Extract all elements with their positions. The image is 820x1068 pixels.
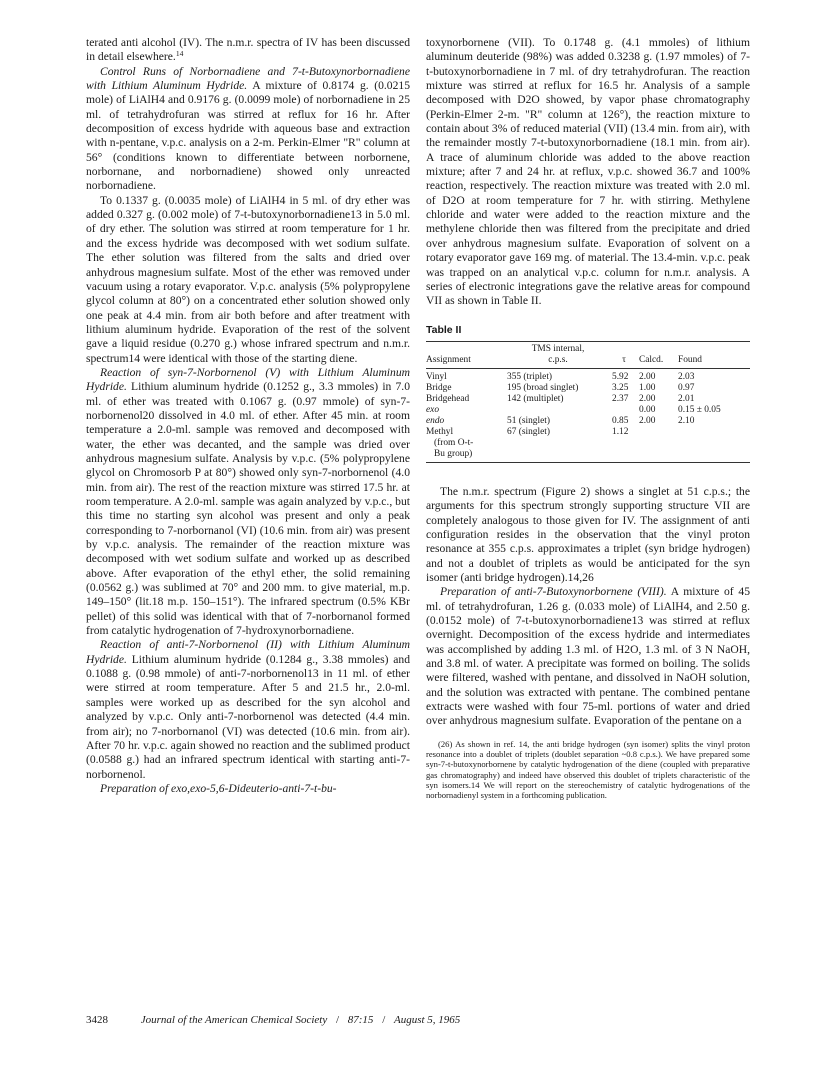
section-heading-anti-norbornenol: Reaction of anti-7-Norbornenol (II) with Lithium Aluminum Hydride. xyxy=(86,638,410,666)
journal-issue: 87:15 xyxy=(347,1014,374,1026)
table-row: Bridgehead 142 (multiplet) 2.37 2.00 2.01 xyxy=(426,393,695,404)
paragraph-lialh4-diene: To 0.1337 g. (0.0035 mole) of LiAlH4 in 5 ml. of dry ether was added 0.327 g. (0.002 mole) of 7-t-butoxynorbornadiene13 in 5.0 ml. of dry ether. The solution was stirred at room temperature for 1 hr. and the excess hydride was decomposed with wet sodium sulfate. The ether solution was filtered from the salts and dried over anhydrous magnesium sulfate. Most of the ether was removed under vacuum using a rotary evaporator. V.p.c. analysis (5% polypropylene glycol column at 80°) on a concentrated ether solution showed only one peak at 4.4 min. from air both before and after treatment with lithium aluminum hydride. Evaporation of the rest of the solvent gave a liquid residue (0.270 g.) whose infrared spectrum and n.m.r. spectrum14 were identical with those of the starting diene. xyxy=(86,193,410,365)
table-title: Table II xyxy=(426,323,462,336)
header-calcd: Calcd. xyxy=(639,341,678,368)
table-row: (from O-t- xyxy=(434,437,474,448)
paragraph-anti-norbornenol: Reaction of anti-7-Norbornenol (II) with Lithium Aluminum Hydride. Lithium aluminum hydride (0.1284 g., 3.38 mmoles) and 0.1088 g. (0.98 mmole) of anti-7-norbornenol13 in 11 ml. of ether were stirred at room temperature. After 5 and 21.5 hr., 2.0-ml. samples were worked up as described for the syn alcohol and analyzed by v.p.c. Only anti-7-norbornenol was detected (4.4 min. from air); no 7-norbornanol (VI) was detected (10.6 min. from air). After 70 hr. v.p.c. again showed no reaction and the sublimed product (0.0588 g.) had an infrared spectrum identical with starting anti-7-norbornenol. xyxy=(86,638,410,781)
footnote-26: (26) As shown in ref. 14, the anti bridge hydrogen (syn isomer) splits the vinyl proton resonance into a doublet of triplets (doublet separation ~0.8 c.p.s.). We have prepared some syn-7-t-butoxynorbornene by catalytic hydrogenation of the diene (coupled with preparative gas chromatography) and indeed have observed this doublet of triplets characteristic of the syn isomers.14 We will report on the stereochemistry of catalytic hydrogenations of the norbornadienyl system in a forthcoming publication. xyxy=(426,738,750,801)
table-row: Bu group) xyxy=(426,449,750,463)
header-tau: τ xyxy=(612,341,639,368)
table-row: Bridge 195 (broad singlet) 3.25 1.00 0.97 xyxy=(426,382,695,393)
nmr-table xyxy=(426,341,750,463)
table-row: exo 0.00 0.15 ± 0.05 xyxy=(426,404,721,415)
section-heading-control-runs: Control Runs of Norbornadiene and 7-t-Butoxynorbornadiene with Lithium Aluminum Hydride. xyxy=(86,64,410,93)
paragraph-anti-alcohol-continued: terated anti alcohol (IV). The n.m.r. spectra of IV has been discussed in detail elsewhere.$^{14}$ xyxy=(86,36,410,64)
section-heading-dideuterio: Preparation of exo,exo-5,6-Dideuterio-anti-7-t-bu- xyxy=(100,781,337,795)
paragraph-syn-norbornenol: Reaction of syn-7-Norbornenol (V) with Lithium Aluminum Hydride. Lithium aluminum hydride (0.1252 g., 3.3 mmoles) in 7.0 ml. of ether was treated with 0.1067 g. (0.97 mmole) of syn-7-norbornenol20 dissolved in 4.0 ml. of ether. After 45 min. at room temperature a 2.0-ml. sample was removed and decomposed with water, the ether was decanted, and the sample was dried over anhydrous magnesium sulfate. Analysis by v.p.c. (5% polypropylene glycol on Chromosorb P at 80°) showed only syn-7-norbornenol (4.0 min. from air). The rest of the reaction mixture was stirred 17.5 hr. at room temperature. A 2.0-ml. sample was again analyzed by v.p.c., but this time no starting syn alcohol was present and only a peak corresponding to 7-norbornanol (VI) (10.6 min. from air) was present by v.p.c. analysis. The remainder of the reaction mixture was decomposed with wet sodium sulfate and worked up as described above. After evaporation of the ethyl ether, the solid remaining (0.0562 g.) was sublimed at 70° and 200 mm. to give material, m.p. 149–150° (lit.18 m.p. 150–151°). The infrared spectrum (0.5% KBr pellet) of this solid was identical with that of 7-norbornanol formed from catalytic hydrogenation of 7-hydroxynorbornadiene. xyxy=(86,365,410,638)
journal-name: Journal of the American Chemical Society xyxy=(140,1014,328,1026)
left-column xyxy=(86,36,410,796)
header-assignment: Assignment xyxy=(426,341,507,368)
header-tms: TMS internal, c.p.s. xyxy=(507,341,612,368)
paragraph-dideuterio-heading xyxy=(86,782,410,796)
table-row: Methyl 67 (singlet) 1.12 xyxy=(426,426,629,437)
page-number: 3428 xyxy=(86,1014,108,1026)
table-row: Vinyl 355 (triplet) 5.92 2.00 2.03 xyxy=(426,371,695,382)
paragraph-nmr-spectrum: The n.m.r. spectrum (Figure 2) shows a singlet at 51 c.p.s.; the arguments for this spectrum strongly supporting structure VII are completely analogous to those given for IV. The assignment of anti configuration resides in the observation that the vinyl proton resonance at 355 c.p.s. approximates a triplet (syn bridge hydrogen) and not a doublet of triplets as would be anticipated for the syn isomer (anti bridge hydrogen).14,26 xyxy=(426,484,750,584)
footer-separator: / xyxy=(382,1014,386,1026)
header-found: Found xyxy=(678,341,750,368)
table-row: endo 51 (singlet) 0.85 2.00 2.10 xyxy=(426,415,695,426)
paragraph-butoxynorbornene: Preparation of anti-7-Butoxynorbornene (VIII). A mixture of 45 ml. of tetrahydrofuran, 1.26 g. (0.033 mole) of LiAlH4, and 2.50 g. (0.0152 mole) of 7-t-butoxynorbornadiene13 was stirred at reflux overnight. Decomposition of the excess hydride and intermediates was accomplished by adding 1.3 ml. of H2O, 1.3 ml. of 3 N NaOH, and 3.8 ml. of water. A precipitate was formed on boiling. The solids were filtered, washed with pentane, and dissolved in NaOH solution, and the solution was extracted with pentane. The combined pentane extracts were washed with four 75-ml. portions of water and dried over anhydrous magnesium sulfate. Evaporation of the pentane on a xyxy=(426,585,750,728)
table-header-row xyxy=(426,341,750,368)
paragraph-dideuterio-body: toxynorbornene (VII). To 0.1748 g. (4.1 mmoles) of lithium aluminum deuteride (98%) was added 0.3238 g. (1.97 mmoles) of 7-t-butoxynorbornadiene in 7 ml. of dry tetrahydrofuran. The reaction mixture was stirred at reflux for 16.5 hr. Analysis of a sample decomposed with D2O showed, by vapor phase chromatography (Perkin-Elmer 2-m. "R" column at 126°), the reaction mixture to contain about 3% of reduced material (VII) (13.4 min. from air), with the remainder mostly 7-t-butoxynorbornadiene (18.1 min. from air). A trace of aluminum chloride was added to the above reaction mixture; after 7 and 24 hr. at reflux, v.p.c. showed 36.7 and 100% reaction, respectively. The reaction mixture was treated with 2.0 ml. of D2O at room temperature for 7 hr. with stirring. Methylene chloride and water were added to the reaction mixture and the methylene chloride then was filtered from the precipitate and dried over anhydrous magnesium sulfate. Evaporation of solvent on a rotary evaporator gave 169 mg. of material. The 13.4-min. v.p.c. peak was trapped on an analytical v.p.c. column for n.m.r. analysis. A series of electronic integrations gave the relative areas for compound VII as shown in Table II. xyxy=(426,36,750,308)
page-footer xyxy=(86,1014,460,1026)
right-column xyxy=(426,36,750,801)
section-heading-butoxynorbornene: Preparation of anti-7-Butoxynorbornene (VIII). xyxy=(440,585,667,599)
table-body xyxy=(426,368,750,462)
paragraph-control-runs: Control Runs of Norbornadiene and 7-t-Butoxynorbornadiene with Lithium Aluminum Hydride. A mixture of 0.8174 g. (0.0215 mole) of LiAlH4 and 0.9176 g. (0.0099 mole) of norbornadiene in 25 ml. of tetrahydrofuran was stirred at reflux for 16 hr. After decomposition of excess hydride with aqueous base and extraction with n-pentane, v.p.c. analysis on a 2-m. Perkin-Elmer "R" column at 56° (conditions known to differentiate between norbornene, norbornane, and norbornadiene) showed only unreacted norbornadiene. xyxy=(86,64,410,193)
footer-separator: / xyxy=(335,1014,340,1026)
section-heading-syn-norbornenol: Reaction of syn-7-Norbornenol (V) with Lithium Aluminum Hydride. xyxy=(86,365,410,394)
table-ii xyxy=(426,323,750,463)
journal-date: August 5, 1965 xyxy=(394,1014,461,1026)
